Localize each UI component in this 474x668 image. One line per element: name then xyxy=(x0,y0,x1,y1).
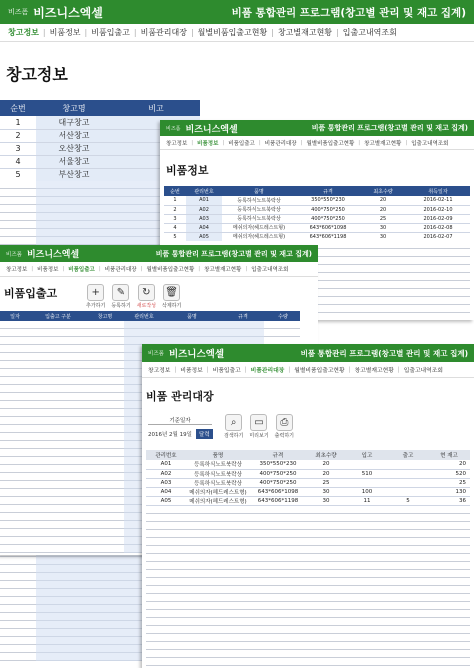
cell: 등록하식노트북락상 xyxy=(222,196,296,205)
tab-item-info[interactable]: 비품정보 xyxy=(180,368,203,374)
cell: 25 xyxy=(360,214,406,223)
cell: 2 xyxy=(0,129,36,142)
nav-bar: 창고정보 | 비품정보 | 비품입출고 | 비품관리대장 | 월별비품입출고현황 | 창고별재고현황 | 입출고내역조회 xyxy=(160,136,474,150)
tab-inout-history[interactable]: 입출고내역조회 xyxy=(342,28,397,37)
col-header: 취득일자 xyxy=(406,186,470,196)
col-header: 규격 xyxy=(296,186,360,196)
date-value[interactable]: 2016년 2월 19일 xyxy=(148,432,192,438)
cell: 25 xyxy=(428,478,470,487)
cell: 643*606*1098 xyxy=(296,223,360,232)
cell: 2016-02-07 xyxy=(406,232,470,241)
refresh-icon: ↻ xyxy=(138,284,155,301)
col-header: 최초수량 xyxy=(360,186,406,196)
header-title: 비품 통합관리 프로그램(창고별 관리 및 재고 집계) xyxy=(231,6,466,19)
date-label: 기준일자 xyxy=(148,416,212,425)
col-header: 규격 xyxy=(220,311,266,321)
cell: 2016-02-09 xyxy=(406,214,470,223)
nav-bar: 창고정보 | 비품정보 | 비품입출고 | 비품관리대장 | 월별비품입출고현황 | 창고별재고현황 | 입출고내역조회 xyxy=(0,262,318,277)
cell xyxy=(388,478,428,487)
button-label: 삭제하기 xyxy=(161,303,182,309)
col-header: 관리번호 xyxy=(146,450,186,460)
search-button[interactable] xyxy=(224,414,243,439)
nav-bar: 창고정보 | 비품정보 | 비품입출고 | 비품관리대장 | 월별비품입출고현황 | 창고별재고현황 | 입출고내역조회 xyxy=(142,362,474,378)
ledger-table xyxy=(146,450,470,506)
cell xyxy=(346,478,388,487)
col-header: 관리번호 xyxy=(186,186,222,196)
cell: 3 xyxy=(164,214,186,223)
cell: 메쉬의자(헤드레스트형) xyxy=(186,496,250,505)
app-header xyxy=(142,344,474,362)
cell: 등록하식노트북락상 xyxy=(222,205,296,214)
cell: A02 xyxy=(146,469,186,478)
cell: A05 xyxy=(146,496,186,505)
cell: 400*750*250 xyxy=(296,205,360,214)
col-header: 규격 xyxy=(250,450,306,460)
col-header: 비고 xyxy=(112,100,200,116)
cell: A04 xyxy=(146,487,186,496)
cell: 20 xyxy=(306,469,346,478)
cell: 1 xyxy=(164,196,186,205)
tab-warehouse-info[interactable]: 창고정보 xyxy=(148,368,171,374)
tab-item-info[interactable]: 비품정보 xyxy=(49,28,81,37)
table-row[interactable] xyxy=(164,196,470,205)
cell: A01 xyxy=(186,196,222,205)
cell: 100 xyxy=(346,487,388,496)
window-item-ledger xyxy=(142,344,474,668)
delete-button[interactable] xyxy=(162,284,181,309)
tab-item-inout[interactable]: 비품입출고 xyxy=(91,28,130,37)
pencil-icon: ✎ xyxy=(112,284,129,301)
cell: 400*750*250 xyxy=(250,478,306,487)
cell: 메쉬의자(헤드레스트형) xyxy=(222,223,296,232)
table-row[interactable] xyxy=(146,478,470,487)
tab-inout-history[interactable]: 입출고내역조회 xyxy=(403,368,443,374)
cell: 4 xyxy=(164,223,186,232)
col-header: 입고 xyxy=(346,450,388,460)
table-row[interactable] xyxy=(146,460,470,469)
app-header xyxy=(0,245,318,262)
cell: 350*550*230 xyxy=(296,196,360,205)
calendar-button[interactable]: 달력 xyxy=(196,429,213,439)
register-button[interactable] xyxy=(111,284,130,309)
tab-monthly-status[interactable]: 월별비품입출고현황 xyxy=(146,267,195,273)
plus-icon: + xyxy=(87,284,104,301)
trash-icon: 🗑 xyxy=(163,284,180,301)
app-header xyxy=(160,120,474,136)
header-small-label: 비즈폼 xyxy=(166,125,181,132)
search-icon: ⌕ xyxy=(225,414,242,431)
cell: 서울창고 xyxy=(36,155,112,168)
cell: 2016-02-11 xyxy=(406,196,470,205)
toolbar xyxy=(224,414,294,439)
page-title: 비품입출고 xyxy=(4,287,58,300)
cell: A02 xyxy=(186,205,222,214)
cell xyxy=(388,487,428,496)
col-header: 입출고 구분 xyxy=(30,311,86,321)
tab-item-inout[interactable]: 비품입출고 xyxy=(68,267,95,273)
page-title: 비품정보 xyxy=(166,164,209,177)
cell: 등록하식노트북락상 xyxy=(186,478,250,487)
empty-rows xyxy=(146,506,470,666)
button-label: 등록하기 xyxy=(111,303,131,309)
tab-item-inout[interactable]: 비품입출고 xyxy=(228,140,255,147)
cell: 130 xyxy=(428,487,470,496)
col-header: 일자 xyxy=(0,311,30,321)
tab-item-info[interactable]: 비품정보 xyxy=(37,267,59,273)
cell: 350*550*230 xyxy=(250,460,306,469)
tab-monthly-status[interactable]: 월별비품입출고현황 xyxy=(197,28,268,37)
cell: 대구창고 xyxy=(36,116,112,129)
header-small-label: 비즈폼 xyxy=(6,251,22,258)
print-button[interactable] xyxy=(275,414,294,439)
table-row[interactable] xyxy=(164,214,470,223)
tab-item-ledger[interactable]: 비품관리대장 xyxy=(264,140,297,147)
table-row[interactable] xyxy=(164,205,470,214)
tab-item-info[interactable]: 비품정보 xyxy=(197,140,219,147)
tab-item-ledger[interactable]: 비품관리대장 xyxy=(104,267,137,273)
button-label: 미리보기 xyxy=(249,433,269,439)
cell: 643*606*1098 xyxy=(250,487,306,496)
tab-warehouse-info[interactable]: 창고정보 xyxy=(8,28,39,37)
tab-item-ledger[interactable]: 비품관리대장 xyxy=(140,28,187,37)
cell: 5 xyxy=(388,496,428,505)
cell: 11 xyxy=(346,496,388,505)
cell: 3 xyxy=(0,142,36,155)
col-header: 관리번호 xyxy=(124,311,164,321)
cell: 등록하식노트북락상 xyxy=(222,214,296,223)
cell: 20 xyxy=(306,460,346,469)
col-header: 순번 xyxy=(164,186,186,196)
col-header: 창고명 xyxy=(36,100,112,116)
cell: 20 xyxy=(428,460,470,469)
cell: 643*606*1198 xyxy=(296,232,360,241)
cell: A05 xyxy=(186,232,222,241)
cell: 1 xyxy=(0,116,36,129)
cell xyxy=(346,460,388,469)
cell: 36 xyxy=(428,496,470,505)
col-header: 최초수량 xyxy=(306,450,346,460)
header-title: 비품 통합관리 프로그램(창고별 관리 및 재고 집계) xyxy=(155,249,312,258)
tab-monthly-status[interactable]: 월별비품입출고현황 xyxy=(306,140,355,147)
cell: 부산창고 xyxy=(36,168,112,181)
cell: A01 xyxy=(146,460,186,469)
cell: A04 xyxy=(186,223,222,232)
item-table xyxy=(164,186,470,242)
cell: 520 xyxy=(428,469,470,478)
cell: 2016-02-10 xyxy=(406,205,470,214)
page-title: 비품 관리대장 xyxy=(146,390,214,403)
table-row[interactable] xyxy=(146,469,470,478)
button-label: 출력하기 xyxy=(274,433,294,439)
cell: 510 xyxy=(346,469,388,478)
tab-item-inout[interactable]: 비품입출고 xyxy=(212,368,241,374)
nav-bar: 창고정보 | 비품정보 | 비품입출고 | 비품관리대장 | 월별비품입출고현황 | 창고별재고현황 | 입출고내역조회 xyxy=(0,24,474,42)
cell: 메쉬의자(헤드레스트형) xyxy=(186,487,250,496)
col-header: 순번 xyxy=(0,100,36,116)
new-button[interactable] xyxy=(137,284,156,309)
tab-inout-history[interactable]: 입출고내역조회 xyxy=(251,267,289,273)
tab-warehouse-stock[interactable]: 창고별재고현황 xyxy=(277,28,333,37)
cell: 400*750*250 xyxy=(250,469,306,478)
table-row[interactable] xyxy=(146,496,470,505)
header-title: 비품 통합관리 프로그램(창고별 관리 및 재고 집계) xyxy=(300,348,468,358)
table-row[interactable] xyxy=(164,232,470,241)
cell xyxy=(388,469,428,478)
col-header: 수량 xyxy=(266,311,300,321)
cell: 5 xyxy=(0,168,36,181)
cell: 4 xyxy=(0,155,36,168)
cell: A03 xyxy=(146,478,186,487)
cell: 등록하식노트북락상 xyxy=(186,469,250,478)
cell: 400*750*250 xyxy=(296,214,360,223)
col-header: 품명 xyxy=(222,186,296,196)
tab-inout-history[interactable]: 입출고내역조회 xyxy=(411,140,449,147)
printer-icon: ⎙ xyxy=(276,414,293,431)
header-small-label: 비즈폼 xyxy=(148,351,164,357)
header-title: 비품 통합관리 프로그램(창고별 관리 및 재고 집계) xyxy=(311,124,468,132)
toolbar xyxy=(86,284,181,309)
button-label: 추가하기 xyxy=(86,303,106,309)
header-small-label: 비즈폼 xyxy=(8,8,29,16)
cell: 643*606*1198 xyxy=(250,496,306,505)
col-header: 품명 xyxy=(186,450,250,460)
cell: 30 xyxy=(306,487,346,496)
button-label: 새로작성 xyxy=(136,303,156,309)
inout-table xyxy=(0,311,300,321)
page-title: 창고정보 xyxy=(6,65,68,84)
col-header: 품명 xyxy=(164,311,220,321)
cell: 2 xyxy=(164,205,186,214)
cell xyxy=(388,460,428,469)
header-brand: 비즈니스엑셀 xyxy=(26,250,80,260)
table-row[interactable] xyxy=(146,487,470,496)
table-row[interactable] xyxy=(164,223,470,232)
app-header xyxy=(0,0,474,24)
tab-item-ledger[interactable]: 비품관리대장 xyxy=(250,368,285,374)
cell: 메쉬의자(헤드레스트형) xyxy=(222,232,296,241)
cell: 서산창고 xyxy=(36,129,112,142)
tab-warehouse-info[interactable]: 창고정보 xyxy=(166,140,188,147)
header-brand: 비즈니스엑셀 xyxy=(33,5,103,20)
tab-warehouse-stock[interactable]: 창고별재고현황 xyxy=(204,267,242,273)
header-brand: 비즈니스엑셀 xyxy=(185,124,238,135)
col-header: 현 재고 xyxy=(428,450,470,460)
tab-monthly-status[interactable]: 월별비품입출고현황 xyxy=(294,368,345,374)
monitor-icon: ▭ xyxy=(250,414,267,431)
tab-warehouse-info[interactable]: 창고정보 xyxy=(6,267,28,273)
cell: 25 xyxy=(306,478,346,487)
cell: 5 xyxy=(164,232,186,241)
col-header: 출고 xyxy=(388,450,428,460)
add-button[interactable] xyxy=(86,284,105,309)
cell: 20 xyxy=(360,205,406,214)
cell: 2016-02-08 xyxy=(406,223,470,232)
cell: 30 xyxy=(360,232,406,241)
cell: 오산창고 xyxy=(36,142,112,155)
cell: 등록하식노트북락상 xyxy=(186,460,250,469)
header-brand: 비즈니스엑셀 xyxy=(168,349,225,360)
cell: 20 xyxy=(360,196,406,205)
cell: A03 xyxy=(186,214,222,223)
cell: 30 xyxy=(360,223,406,232)
tab-warehouse-stock[interactable]: 창고별재고현황 xyxy=(364,140,402,147)
cell: 30 xyxy=(306,496,346,505)
col-header: 창고명 xyxy=(86,311,124,321)
preview-button[interactable] xyxy=(249,414,268,439)
tab-warehouse-stock[interactable]: 창고별재고현황 xyxy=(354,368,394,374)
button-label: 검색하기 xyxy=(224,433,244,439)
